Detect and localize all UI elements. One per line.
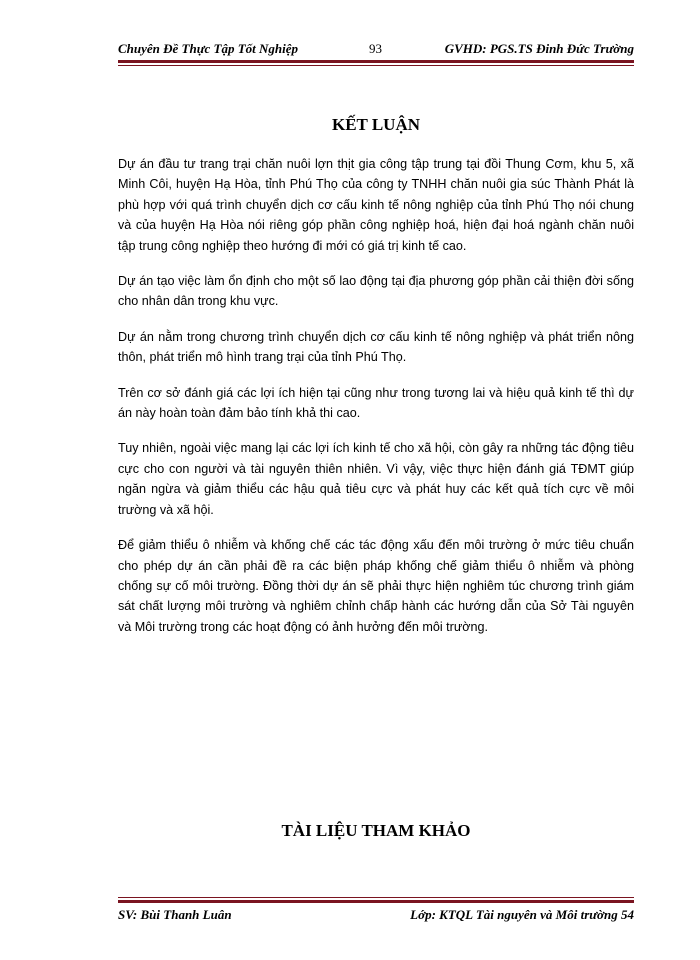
conclusion-paragraph: Dự án tạo việc làm ổn định cho một số lao động tại địa phương góp phần cải thiện đời sống cho nhân dân trong khu vực. [118,274,634,309]
conclusion-paragraph: Dự án nằm trong chương trình chuyển dịch cơ cấu kinh tế nông nghiệp và phát triển nông thôn, phát triển mô hình trang trại của tỉnh Phú Thọ. [118,329,634,365]
footer-class: Lớp: KTQL Tài nguyên và Môi trường 54 [410,907,634,922]
conclusion-title: KẾT LUẬN [331,115,420,134]
conclusion-paragraph: Trên cơ sở đánh giá các lợi ích hiện tại cũng như trong tương lai và hiệu quả kinh tế thì dự án này hoàn toàn đảm bảo tính khả thi cao. [118,385,634,421]
header-rule [118,60,634,66]
header-page-number: 93 [369,41,382,56]
footer-rule [118,897,634,903]
page-header [118,40,634,60]
references-title: TÀI LIỆU THAM KHẢO [281,821,471,840]
header-supervisor: GVHD: PGS.TS Đinh Đức Trường [444,41,634,56]
conclusion-body [118,154,634,652]
conclusion-paragraph: Dự án đầu tư trang trại chăn nuôi lợn thịt gia công tập trung tại đồi Thung Cơm, khu 5, xã Minh Côi, huyện Hạ Hòa, tỉnh Phú Thọ của công ty TNHH chăn nuôi gia súc Thành Phát là phù hợp với quá trình chuyển dịch cơ cấu kinh tế nông nghiệp của tỉnh Phú Thọ nói chung và của huyện Hạ Hòa nói riêng góp phần công nghiệp hoá, hiện đại hoá ngành chăn nuôi tập trung công nghiệp theo hướng đi mới có giá trị kinh tế cao. [118,157,634,253]
conclusion-paragraph: Tuy nhiên, ngoài việc mang lại các lợi ích kinh tế cho xã hội, còn gây ra những tác động tiêu cực cho con người và tài nguyên thiên nhiên. Vì vậy, việc thực hiện đánh giá TĐMT giúp ngăn ngừa và giảm thiểu các hậu quả tiêu cực và phát huy các kết quả tích cực về môi trường và xã hội. [118,441,634,517]
conclusion-paragraph: Để giảm thiểu ô nhiễm và khống chế các tác động xấu đến môi trường ở mức tiêu chuẩn cho phép dự án cần phải đề ra các biện pháp khống chế giảm thiểu ô nhiễm và phòng chống sự cố môi trường. Đồng thời dự án sẽ phải thực hiện nghiêm túc chương trình giám sát chất lượng môi trường và nghiêm chỉnh chấp hành các hướng dẫn của Sở Tài nguyên và Môi trường trong các hoạt động có ảnh hưởng đến môi trường. [118,538,634,634]
footer-student: SV: Bùi Thanh Luân [118,907,232,922]
header-document-title: Chuyên Đề Thực Tập Tốt Nghiệp [118,41,299,56]
page-footer [118,906,634,926]
